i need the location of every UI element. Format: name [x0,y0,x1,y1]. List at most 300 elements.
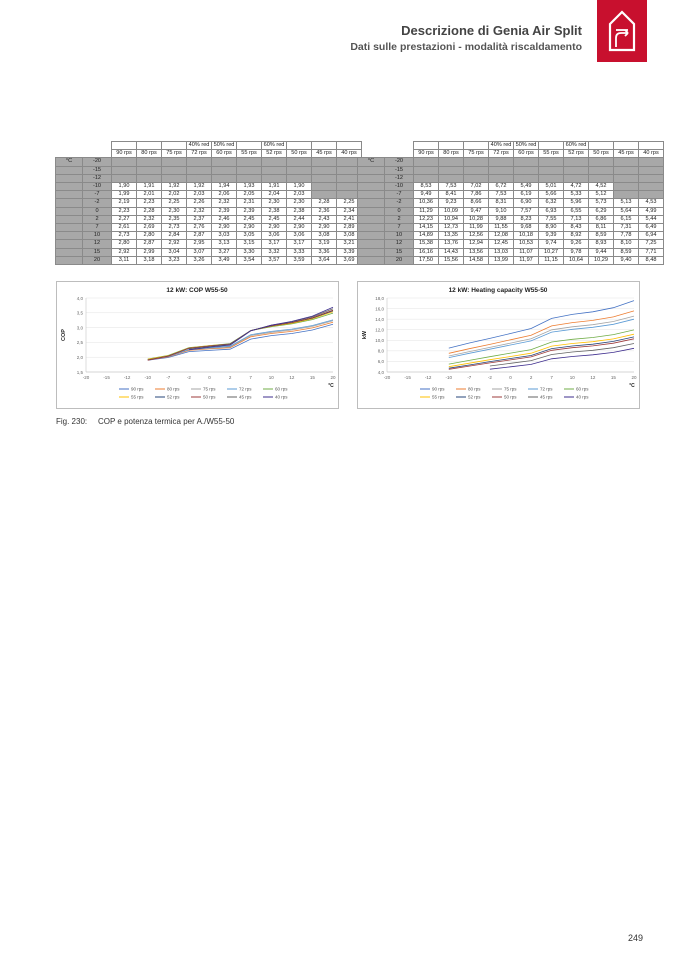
table-cell: 3,08 [337,232,362,240]
table-cell [112,166,137,174]
chart-y-tick-label: 10,0 [375,338,384,344]
table-cell: 11,55 [489,224,514,232]
table-cell [614,158,639,166]
table-cell: 10,64 [564,256,589,264]
chart-x-tick-label: -15 [103,375,110,380]
table-cell: 3,07 [187,248,212,256]
chart-y-tick-label: 3,5 [76,310,83,316]
chart-x-tick-label: 7 [249,375,252,380]
table-speed-header-cell: 52 rps [262,150,287,158]
table-cell [414,166,439,174]
table-cell: 6,86 [589,215,614,223]
table-cell: 2,92 [112,248,137,256]
table-cell: 9,88 [489,215,514,223]
table-cell: 2,03 [187,191,212,199]
table-cell [639,166,664,174]
table-unit-cell [358,207,385,215]
table-cell: 3,06 [287,232,312,240]
table-cell: 3,18 [137,256,162,264]
table-temperature-cell: 10 [83,232,112,240]
chart-x-tick-label: 7 [550,375,553,380]
page-title: Descrizione di Genia Air Split [401,23,582,38]
table-cell [464,158,489,166]
chart-legend-label: 90 rps [432,386,445,392]
table-cell: 2,87 [187,232,212,240]
table-cell [162,166,187,174]
table-cell: 3,23 [162,256,187,264]
table-cell: 3,30 [237,248,262,256]
table-speed-header-cell: 80 rps [137,150,162,158]
table-cell: 2,80 [112,240,137,248]
table-corner-cell [56,150,83,158]
table-cell [639,191,664,199]
table-corner-cell [83,142,112,150]
table-cell [639,158,664,166]
table-speed-header-cell: 90 rps [414,150,439,158]
table-cell [287,166,312,174]
table-cell [464,166,489,174]
table-cell: 3,17 [287,240,312,248]
chart-x-tick-label: 20 [631,375,637,380]
table-group-header-cell [439,142,464,150]
table-cell [614,174,639,182]
chart-y-tick-label: 2,0 [76,355,83,360]
chart-y-axis-label: kW [362,330,368,340]
table-cell: 6,72 [489,183,514,191]
table-cell: 8,59 [614,248,639,256]
table-temperature-cell: 12 [385,240,414,248]
table-group-header-cell [539,142,564,150]
table-cell: 3,04 [162,248,187,256]
chart-x-tick-label: 12 [289,375,295,380]
chart-x-tick-label: -10 [144,375,152,380]
table-cell [564,166,589,174]
table-cell: 5,01 [539,183,564,191]
chart-series-line [490,344,634,367]
table-cell [639,174,664,182]
page-subtitle: Dati sulle prestazioni - modalità riscaldamento [350,41,582,53]
table-cell: 9,68 [514,224,539,232]
table-cell: 2,39 [212,207,237,215]
table-speed-header-cell: 50 rps [589,150,614,158]
table-cell: 7,25 [639,240,664,248]
table-cell: 5,49 [514,183,539,191]
chart-legend-label: 75 rps [504,386,517,392]
table-cell: 7,57 [514,207,539,215]
table-row [358,224,664,232]
table-cell: 1,91 [262,183,287,191]
table-cell: 8,92 [564,232,589,240]
table-temperature-cell: 0 [385,207,414,215]
table-group-header-cell [639,142,664,150]
table-cell [489,174,514,182]
chart-y-tick-label: 4,0 [377,369,384,375]
table-corner-cell [358,150,385,158]
chart-x-tick-label: -20 [383,375,391,380]
table-header-row [56,150,362,158]
table-cell: 2,25 [337,199,362,207]
table-cell [439,174,464,182]
table-cell: 2,30 [287,199,312,207]
table-cell [287,174,312,182]
table-cell [514,174,539,182]
table-cell: 7,78 [614,232,639,240]
chart-x-tick-label: -2 [186,375,191,380]
table-row [56,199,362,207]
table-unit-cell [358,215,385,223]
table-cell: 2,92 [162,240,187,248]
table-cell [514,166,539,174]
table-cell: 3,59 [287,256,312,264]
table-cell: 2,02 [162,191,187,199]
table-cell: 2,76 [187,224,212,232]
table-header-row [358,142,664,150]
table-cell: 3,17 [262,240,287,248]
table-cell [212,158,237,166]
table-cell: 2,36 [312,207,337,215]
chart-series-line [449,311,634,353]
table-cell [262,174,287,182]
table-unit-cell [358,256,385,264]
table-cell: 12,94 [464,240,489,248]
table-cell [312,166,337,174]
chart-legend-label: 55 rps [131,394,144,400]
table-group-header-cell: 50% red [514,142,539,150]
table-cell [287,158,312,166]
table-cell: 2,84 [162,232,187,240]
table-cell [237,174,262,182]
table-temperature-cell: 2 [83,215,112,223]
table-cell: 2,04 [262,191,287,199]
table-cell: 6,90 [514,199,539,207]
table-cell: 5,12 [589,191,614,199]
chart-y-tick-label: 4,0 [76,295,83,301]
table-cell [312,174,337,182]
table-cell [539,158,564,166]
cop-chart-svg [57,282,338,408]
table-cell: 8,23 [514,215,539,223]
table-unit-cell [56,191,83,199]
table-cell: 2,03 [287,191,312,199]
table-cell [262,166,287,174]
table-temperature-cell: -2 [83,199,112,207]
table-cell: 2,35 [162,215,187,223]
table-temperature-cell: -2 [385,199,414,207]
table-cell [312,191,337,199]
chart-x-tick-label: -12 [424,375,432,380]
table-temperature-cell: 2 [385,215,414,223]
table-cell: 13,76 [439,240,464,248]
table-cell: 11,15 [539,256,564,264]
table-cell: 7,86 [464,191,489,199]
chart-legend-label: 40 rps [275,394,288,400]
table-cell: 6,55 [564,207,589,215]
table-cell: 2,39 [237,207,262,215]
table-cell: 15,56 [439,256,464,264]
table-row [358,256,664,264]
table-cell: 5,96 [564,199,589,207]
table-cell: 3,26 [187,256,212,264]
table-row [358,174,664,182]
table-cell: 9,26 [564,240,589,248]
table-cell: 2,89 [337,224,362,232]
table-cell: 9,23 [439,199,464,207]
table-temperature-cell: 20 [385,256,414,264]
figure-caption-label: Fig. 230: [56,417,88,426]
chart-legend-label: 52 rps [167,394,180,400]
table-temperature-cell: 7 [385,224,414,232]
table-cell [137,158,162,166]
table-row [56,207,362,215]
table-unit-cell [56,256,83,264]
table-cell: 10,27 [539,248,564,256]
table-cell: 9,78 [564,248,589,256]
table-cell: 7,02 [464,183,489,191]
chart-y-tick-label: 6,0 [377,359,384,365]
table-cell: 10,29 [589,256,614,264]
figure-caption-text: COP e potenza termica per A./W55-50 [98,417,235,426]
chart-y-tick-label: 2,5 [76,340,83,346]
table-cell: 5,13 [614,199,639,207]
table-cell: 2,27 [112,215,137,223]
table-cell: 3,21 [337,240,362,248]
table-cell: 1,99 [112,191,137,199]
table-cell: 2,90 [262,224,287,232]
table-cell: 13,35 [439,232,464,240]
table-cell: 8,66 [464,199,489,207]
table-unit-cell [56,183,83,191]
table-cell: 7,53 [489,191,514,199]
table-unit-cell [56,207,83,215]
table-cell: 10,53 [514,240,539,248]
table-cell: 5,66 [539,191,564,199]
chart-x-tick-label: -7 [467,375,472,380]
table-cell: 1,92 [162,183,187,191]
heating-capacity-chart-svg [358,282,639,408]
table-cell: 14,89 [414,232,439,240]
table-cell: 3,57 [262,256,287,264]
page-number: 249 [628,933,644,943]
table-cell [237,158,262,166]
table-group-header-cell: 40% red [187,142,212,150]
table-cell: 12,23 [414,215,439,223]
table-unit-cell [358,199,385,207]
table-cell: 4,99 [639,207,664,215]
table-unit-cell [56,174,83,182]
table-unit-cell [358,183,385,191]
table-group-header-cell [464,142,489,150]
table-cell: 2,05 [237,191,262,199]
table-cell: 2,25 [162,199,187,207]
chart-series-line [449,301,634,349]
table-cell: 7,31 [614,224,639,232]
table-cell: 2,37 [187,215,212,223]
table-temperature-cell: -15 [83,166,112,174]
table-cell: 10,36 [414,199,439,207]
chart-legend-label: 90 rps [131,386,144,392]
table-cell: 2,41 [337,215,362,223]
table-cell: 6,49 [639,224,664,232]
table-group-header-cell [287,142,312,150]
table-cell: 11,07 [514,248,539,256]
table-cell [187,166,212,174]
chart-legend-label: 80 rps [468,386,481,392]
chart-legend-label: 80 rps [167,386,180,392]
table-cell: 2,73 [112,232,137,240]
table-cell: 3,64 [312,256,337,264]
table-cell [162,158,187,166]
table-cell: 3,49 [212,256,237,264]
table-group-header-cell [589,142,614,150]
table-cell: 2,99 [137,248,162,256]
table-speed-header-cell: 52 rps [564,150,589,158]
table-row [358,183,664,191]
table-row [56,256,362,264]
table-cell: 2,73 [162,224,187,232]
chart-legend-label: 45 rps [540,394,553,400]
chart-legend-label: 60 rps [275,386,288,392]
table-group-header-cell [112,142,137,150]
table-unit-cell [56,215,83,223]
table-cell: 3,08 [312,232,337,240]
table-cell: 2,61 [112,224,137,232]
table-cell: 2,34 [337,207,362,215]
table-cell [137,174,162,182]
table-cell: 2,38 [262,207,287,215]
table-row [56,215,362,223]
chart-y-tick-label: 1,5 [76,369,83,375]
chart-legend-label: 50 rps [504,394,517,400]
table-cell [589,174,614,182]
table-speed-header-cell: 80 rps [439,150,464,158]
chart-y-tick-label: 16,0 [375,306,384,312]
table-cell: 8,41 [439,191,464,199]
table-cell: 8,31 [489,199,514,207]
table-cell: 9,39 [539,232,564,240]
house-logo-icon [597,0,647,62]
table-cell [614,183,639,191]
chart-y-tick-label: 14,0 [375,316,384,322]
table-temperature-cell: -10 [83,183,112,191]
table-temperature-cell: -20 [83,158,112,166]
table-cell [539,174,564,182]
chart-y-axis-label: COP [61,329,67,341]
table-cell: 5,64 [614,207,639,215]
table-cell: 10,28 [464,215,489,223]
table-unit-cell: °C [56,158,83,166]
table-cell: 3,32 [262,248,287,256]
table-temperature-cell: -7 [385,191,414,199]
table-group-header-cell: 50% red [212,142,237,150]
table-cell: 3,15 [237,240,262,248]
chart-legend-label: 75 rps [203,386,216,392]
table-group-header-cell [162,142,187,150]
table-cell [489,158,514,166]
table-unit-cell [358,248,385,256]
table-cell [414,158,439,166]
table-speed-header-cell: 60 rps [514,150,539,158]
table-unit-cell: °C [358,158,385,166]
table-cell: 3,39 [337,248,362,256]
table-temperature-cell: -20 [385,158,414,166]
table-temperature-cell: -12 [83,174,112,182]
table-row [56,248,362,256]
table-unit-cell [358,232,385,240]
table-cell: 3,06 [262,232,287,240]
table-cell: 8,59 [589,232,614,240]
table-group-header-cell: 60% red [262,142,287,150]
table-cell: 8,48 [639,256,664,264]
table-cell: 11,99 [464,224,489,232]
table-cell [489,166,514,174]
table-cell: 9,49 [414,191,439,199]
table-cell [187,158,212,166]
table-speed-header-cell: 75 rps [464,150,489,158]
table-cell: 5,73 [589,199,614,207]
table-cell [639,183,664,191]
table-row [358,240,664,248]
chart-x-tick-label: -15 [404,375,411,380]
table-cell [614,166,639,174]
table-cell: 9,10 [489,207,514,215]
table-cell: 6,93 [539,207,564,215]
table-cell: 2,45 [262,215,287,223]
table-cell: 2,43 [312,215,337,223]
table-cell: 3,36 [312,248,337,256]
table-row [358,158,664,166]
table-cell: 2,31 [237,199,262,207]
table-row [358,215,664,223]
chart-legend-label: 55 rps [432,394,445,400]
table-speed-header-cell: 40 rps [337,150,362,158]
table-cell: 1,92 [187,183,212,191]
cop-table [55,141,362,265]
table-unit-cell [56,240,83,248]
table-row [358,199,664,207]
chart-y-tick-label: 18,0 [375,295,384,301]
chart-x-tick-label: 0 [208,375,211,380]
table-cell: 9,74 [539,240,564,248]
table-header-row [56,142,362,150]
chart-x-tick-label: -2 [487,375,492,380]
table-cell [539,166,564,174]
table-unit-cell [56,166,83,174]
table-cell: 2,32 [187,207,212,215]
table-cell: 3,69 [337,256,362,264]
table-cell: 3,03 [212,232,237,240]
table-speed-header-cell: 40 rps [639,150,664,158]
table-cell: 12,45 [489,240,514,248]
table-cell: 2,80 [137,232,162,240]
table-corner-cell [385,142,414,150]
table-cell: 4,72 [564,183,589,191]
table-cell: 4,53 [639,199,664,207]
table-cell: 2,38 [287,207,312,215]
table-cell: 2,46 [212,215,237,223]
table-cell: 2,23 [112,207,137,215]
chart-x-tick-label: 12 [590,375,596,380]
table-cell [614,191,639,199]
table-cell: 2,90 [237,224,262,232]
table-cell: 5,44 [639,215,664,223]
table-cell: 2,32 [212,199,237,207]
chart-legend-label: 52 rps [468,394,481,400]
table-cell: 2,26 [187,199,212,207]
table-cell: 2,45 [237,215,262,223]
table-temperature-cell: -10 [385,183,414,191]
chart-x-tick-label: 20 [330,375,336,380]
chart-x-tick-label: 15 [610,375,616,380]
